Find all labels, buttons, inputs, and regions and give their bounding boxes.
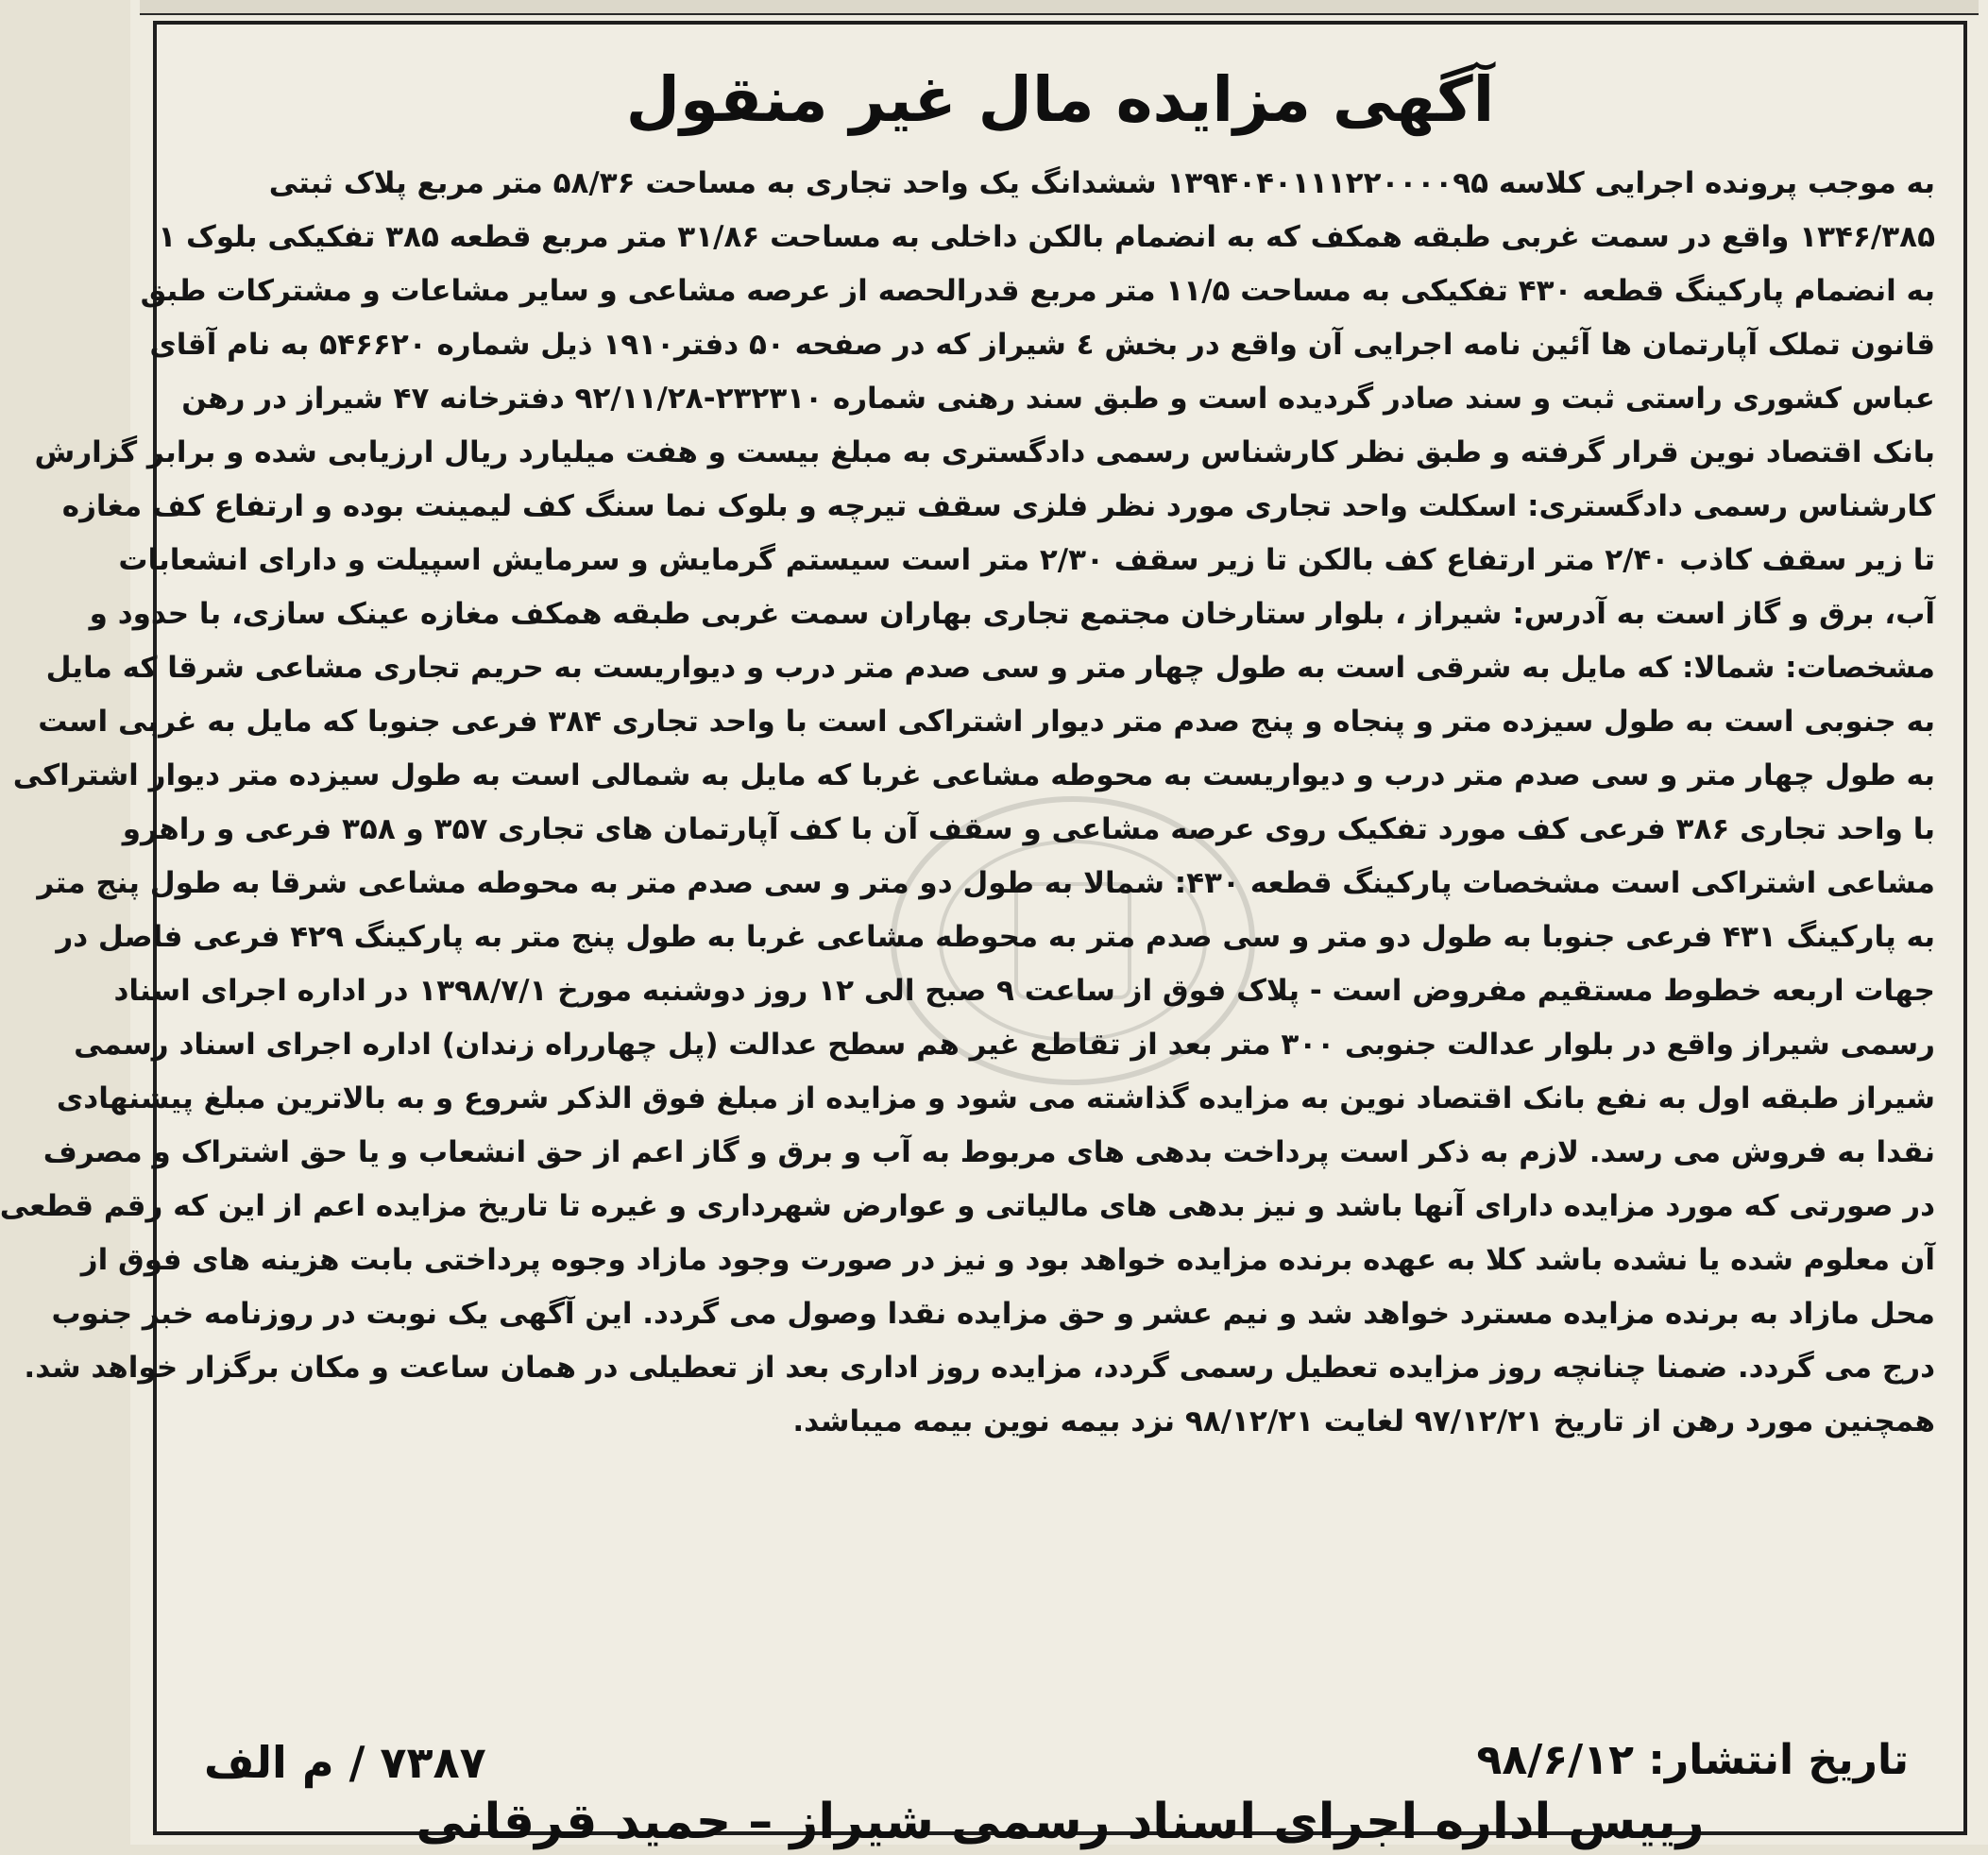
body-line: همچنین مورد رهن از تاریخ ۹۷/۱۲/۲۱ لغایت ۹۸/۱۲/۲۱ نزد بیمه نوین بیمه میباشد. xyxy=(792,1404,1935,1438)
signature-line: رییس اداره اجرای اسناد رسمی شیراز – حمید قرقانی xyxy=(416,1794,1705,1850)
body-line: به انضمام پارکینگ قطعه ۴۳۰ تفکیکی به مساحت ۱۱/۵ متر مربع قدرالحصه از عرصه مشاعی و سایر مشاعات و مشترکات طبق xyxy=(140,274,1935,308)
body-line: در صورتی که مورد مزایده دارای آنها باشد و نیز بدهی های مالیاتی و عوارض شهرداری و غیره تا تاریخ مزایده اعم از این که رقم قطعی xyxy=(0,1189,1935,1223)
body-line: آب، برق و گاز است به آدرس: شیراز ، بلوار ستارخان مجتمع تجاری بهاران سمت غربی طبقه همکف مغازه عینک سازی، با حدود و xyxy=(89,597,1935,631)
body-line: ۱۳۴۶/۳۸۵ واقع در سمت غربی طبقه همکف که به انضمام بالکن داخلی به مساحت ۳۱/۸۶ متر مربع قطعه ۳۸۵ تفکیکی بلوک ۱ xyxy=(158,220,1935,254)
body-line: درج می گردد. ضمنا چنانچه روز مزایده تعطیل رسمی گردد، مزایده روز اداری بعد از تعطیلی در همان ساعت و مکان برگزار خواهد شد. xyxy=(24,1351,1935,1385)
body-line: به جنوبی است به طول سیزده متر و پنجاه و پنج صدم متر دیوار اشتراکی است با واحد تجاری ۳۸۴ فرعی جنوبا که مایل به غربی است xyxy=(38,705,1935,739)
body-line: شیراز طبقه اول به نفع بانک اقتصاد نوین به مزایده گذاشته می شود و مزایده از مبلغ فوق الذکر شروع و به بالاترین مبلغ پیشنهادی xyxy=(56,1081,1935,1115)
notice-body xyxy=(0,157,1935,1449)
body-line: محل مازاد به برنده مزایده مسترد خواهد شد و نیم عشر و حق مزایده نقدا وصول می گردد. این آگهی یک نوبت در روزنامه خبر جنوب xyxy=(51,1297,1935,1331)
body-line: جهات اربعه خطوط مستقیم مفروض است - پلاک فوق از ساعت ۹ صبح الی ۱۲ روز دوشنبه مورخ ۱۳۹۸/۷/۱ در اداره اجرای اسناد xyxy=(113,974,1935,1008)
body-line: به پارکینگ ۴۳۱ فرعی جنوبا به طول دو متر و سی صدم متر به محوطه مشاعی غربا به طول پنج متر به پارکینگ ۴۲۹ فرعی فاصل در xyxy=(56,920,1935,954)
body-line: رسمی شیراز واقع در بلوار عدالت جنوبی ۳۰۰ متر بعد از تقاطع غیر هم سطح عدالت (پل چهارراه زندان) اداره اجرای اسناد رسمی xyxy=(74,1028,1935,1062)
body-line: نقدا به فروش می رسد. لازم به ذکر است پرداخت بدهی های مربوط به آب و برق و گاز اعم از حق انشعاب و یا حق اشتراک و مصرف xyxy=(42,1135,1935,1169)
body-line: با واحد تجاری ۳۸۶ فرعی کف مورد تفکیک روی عرصه مشاعی و سقف آن با کف آپارتمان های تجاری ۳۵۷ و ۳۵۸ فرعی و راهرو xyxy=(122,812,1935,846)
body-line: عباس کشوری راستی ثبت و سند صادر گردیده است و طبق سند رهنی شماره ۲۳۲۳۱۰-۹۲/۱۱/۲۸ دفترخانه ۴۷ شیراز در رهن xyxy=(181,382,1935,416)
body-line: مشاعی اشتراکی است مشخصات پارکینگ قطعه ۴۳۰: شمالا به طول دو متر و سی صدم متر به محوطه مشاعی شرقا به طول پنج متر xyxy=(37,866,1935,900)
body-line: به طول چهار متر و سی صدم متر درب و دیواریست به محوطه مشاعی غربا که مایل به شمالی است به طول سیزده متر دیوار اشتراکی xyxy=(12,758,1935,792)
clipping-top-edge xyxy=(140,0,1979,15)
body-line: کارشناس رسمی دادگستری: اسکلت واحد تجاری مورد نظر فلزی سقف تیرچه و بلوک نما سنگ کف لیمینت بوده و ارتفاع کف مغازه xyxy=(61,489,1935,523)
body-line: آن معلوم شده یا نشده باشد کلا به عهده برنده مزایده خواهد بود و نیز در صورت وجود مازاد وجوه پرداختی بابت هزینه های فوق از xyxy=(80,1243,1935,1277)
publish-date: تاریخ انتشار: ۹۸/۶/۱۲ xyxy=(1476,1736,1909,1784)
notice-title: آگهی مزایده مال غیر منقول xyxy=(625,63,1495,136)
body-line: به موجب پرونده اجرایی کلاسه ۱۳۹۴۰۴۰۱۱۱۲۲۰۰۰۰۹۵ ششدانگ یک واحد تجاری به مساحت ۵۸/۳۶ متر مربع پلاک ثبتی xyxy=(268,166,1935,200)
body-line: مشخصات: شمالا: که مایل به شرقی است به طول چهار متر و سی صدم متر درب و دیواریست به حریم تجاری مشاعی شرقا که مایل xyxy=(45,651,1935,685)
body-line: قانون تملک آپارتمان ها آئین نامه اجرایی آن واقع در بخش ٤ شیراز که در صفحه ۵۰ دفتر۱۹۱۰ ذیل شماره ۵۴۶۶۲۰ به نام آقای xyxy=(149,328,1935,362)
reference-code: ۷۳۸۷ / م الف xyxy=(204,1737,486,1788)
body-line: تا زیر سقف کاذب ۲/۴۰ متر ارتفاع کف بالکن تا زیر سقف ۲/۳۰ متر است سیستم گرمایش و سرمایش اسپیلت و دارای انشعابات xyxy=(118,543,1935,577)
body-line: بانک اقتصاد نوین قرار گرفته و طبق نظر کارشناس رسمی دادگستری به مبلغ بیست و هفت میلیارد ریال ارزیابی شده و برابر گزارش xyxy=(34,435,1935,469)
notice-box xyxy=(0,21,1967,1850)
